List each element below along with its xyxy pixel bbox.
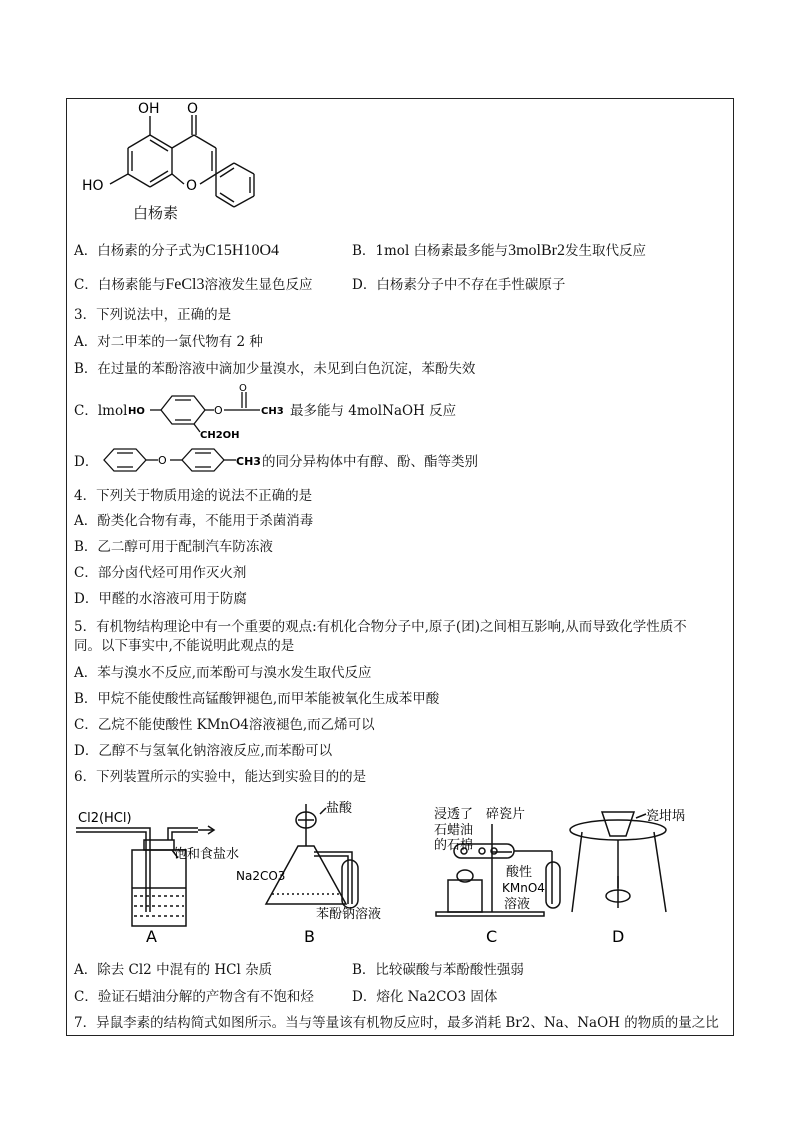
q3-option-a: A．对二甲苯的一氯代物有 2 种 bbox=[74, 334, 263, 350]
q6-option-b: B．比较碳酸与苯酚酸性强弱 bbox=[352, 962, 524, 978]
svg-text:CH3: CH3 bbox=[261, 406, 284, 417]
q7-stem: 7．异鼠李素的结构简式如图所示。当与等量该有机物反应时，最多消耗 Br2、Na、NaOH 的物质的量之比 bbox=[74, 1015, 719, 1031]
molecule-caption: 白杨素 bbox=[133, 204, 179, 222]
q6-option-c: C．验证石蜡油分解的产物含有不饱和烃 bbox=[74, 989, 314, 1005]
svg-text:A: A bbox=[146, 927, 157, 946]
ho-left-label: HO bbox=[82, 178, 104, 194]
svg-text:HO: HO bbox=[128, 406, 145, 417]
q3-option-b: B．在过量的苯酚溶液中滴加少量溴水，未见到白色沉淀，苯酚失效 bbox=[74, 361, 476, 377]
q3-option-d-suffix: 的同分异构体中有醇、酚、酯等类别 bbox=[262, 454, 478, 470]
q2-option-a: A．白杨素的分子式为C15H10O4 bbox=[74, 242, 280, 259]
q4-option-d: D．甲醛的水溶液可用于防腐 bbox=[74, 591, 247, 607]
q6-option-a: A．除去 Cl2 中混有的 HCl 杂质 bbox=[74, 962, 273, 978]
svg-text:CH2OH: CH2OH bbox=[200, 430, 240, 441]
q3-option-c-suffix: 最多能与 4molNaOH 反应 bbox=[290, 403, 457, 419]
svg-text:石蜡油: 石蜡油 bbox=[434, 823, 474, 838]
svg-text:B: B bbox=[304, 927, 315, 946]
q5-option-a: A．苯与溴水不反应,而苯酚可与溴水发生取代反应 bbox=[74, 665, 372, 681]
svg-text:C: C bbox=[486, 927, 498, 946]
q4-option-a: A．酚类化合物有毒，不能用于杀菌消毒 bbox=[74, 513, 314, 529]
svg-text:盐酸: 盐酸 bbox=[326, 801, 353, 816]
q3-option-c-prefix: C．lmol bbox=[74, 403, 128, 419]
carbonyl-o-label: O bbox=[187, 101, 199, 117]
q5-option-c: C．乙烷不能使酸性 KMnO4溶液褪色,而乙烯可以 bbox=[74, 717, 375, 733]
apparatus-d-crucible bbox=[566, 800, 716, 950]
q5-option-d: D．乙醇不与氢氧化钠溶液反应,而苯酚可以 bbox=[74, 743, 333, 759]
q6-option-d: D．熔化 Na2CO3 固体 bbox=[352, 989, 498, 1005]
svg-text:O: O bbox=[158, 454, 167, 467]
q3-stem: 3．下列说法中，正确的是 bbox=[74, 307, 232, 323]
oh-top-label: OH bbox=[138, 101, 160, 117]
svg-text:溶液: 溶液 bbox=[504, 897, 531, 912]
q4-stem: 4．下列关于物质用途的说法不正确的是 bbox=[74, 488, 313, 504]
q6-stem: 6．下列装置所示的实验中，能达到实验目的的是 bbox=[74, 769, 367, 785]
apparatus-b-flask bbox=[236, 800, 426, 950]
q5-stem-line-2: 同。以下事实中,不能说明此观点的是 bbox=[74, 638, 295, 654]
svg-text:瓷坩埚: 瓷坩埚 bbox=[646, 809, 686, 824]
apparatus-a-gas-washing-bottle bbox=[74, 800, 254, 950]
svg-text:饱和食盐水: 饱和食盐水 bbox=[174, 847, 240, 862]
svg-text:CH3: CH3 bbox=[236, 455, 261, 468]
svg-text:KMnO4: KMnO4 bbox=[502, 881, 545, 895]
svg-text:O: O bbox=[214, 404, 223, 417]
svg-text:浸透了: 浸透了 bbox=[434, 807, 474, 822]
svg-text:D: D bbox=[612, 927, 625, 946]
q4-option-b: B．乙二醇可用于配制汽车防冻液 bbox=[74, 539, 273, 555]
q5-stem-line-1: 5．有机物结构理论中有一个重要的观点:有机化合物分子中,原子(团)之间相互影响,从而导致化学性质不 bbox=[74, 619, 687, 635]
q2-option-d: D．白杨素分子中不存在手性碳原子 bbox=[352, 277, 566, 293]
q2-option-b: B．1mol 白杨素最多能与3molBr2发生取代反应 bbox=[352, 242, 646, 259]
q2-option-c: C．白杨素能与FeCl3溶液发生显色反应 bbox=[74, 276, 313, 293]
svg-text:Na2CO3: Na2CO3 bbox=[236, 869, 286, 883]
q5-option-b: B．甲烷不能使酸性高锰酸钾褪色,而甲苯能被氧化生成苯甲酸 bbox=[74, 691, 440, 707]
svg-text:Cl2(HCl): Cl2(HCl) bbox=[78, 811, 132, 826]
svg-text:酸性: 酸性 bbox=[506, 865, 533, 880]
svg-text:O: O bbox=[239, 383, 247, 394]
q4-option-c: C．部分卤代烃可用作灭火剂 bbox=[74, 565, 247, 581]
svg-text:苯酚钠溶液: 苯酚钠溶液 bbox=[316, 907, 382, 922]
svg-text:碎瓷片: 碎瓷片 bbox=[486, 807, 526, 822]
svg-text:的石棉: 的石棉 bbox=[434, 838, 474, 853]
ring-o-label: O bbox=[186, 178, 198, 194]
q3-option-d-prefix: D． bbox=[74, 454, 99, 470]
